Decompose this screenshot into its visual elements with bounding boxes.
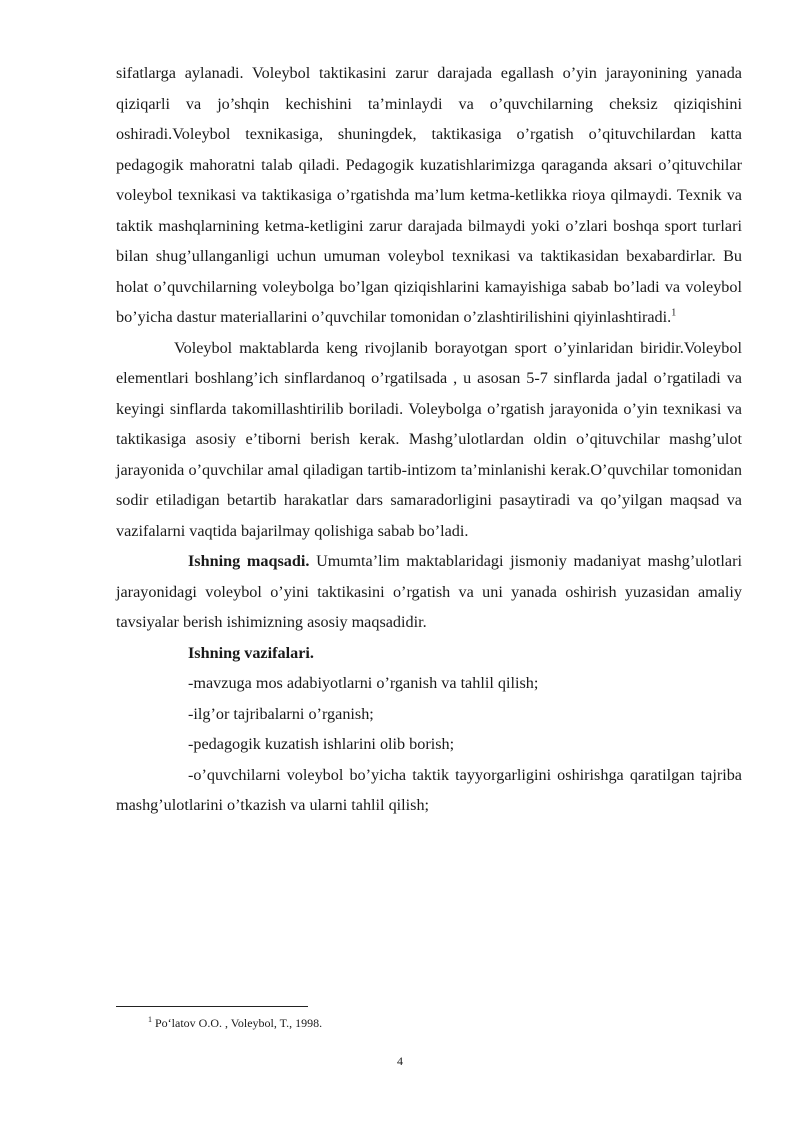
paragraph-1-text: sifatlarga aylanadi. Voleybol taktikasini zarur darajada egallash o’yin jarayonining yanada qiziqarli va jo’shqin kechishini ta’minlaydi va o’quvchilarning cheksiz qiziqishini oshiradi.Voleybol texnikasiga, shuningdek, taktikasiga o’rgatish o’qituvchilardan katta pedagogik mahoratni talab qiladi. Pedagogik kuzatishlarimizga qaraganda aksari o’qituvchilar voleybol texnikasi va taktikasiga o’rgatishda ma’lum ketma-ketlikka rioya qilmaydi. Texnik va taktik mashqlarnining ketma-ketligini zarur darajada bilmaydi yoki o’zlari boshqa sport turlari bilan shug’ullanganligi uchun umuman voleybol texnikasi va taktikasidan bexabardirlar. Bu holat o’quvchilarning voleybolga bo’lgan qiziqishlarini kamayishiga sabab bo’ladi va voleybol bo’yicha dastur materiallarini o’quvchilar tomonidan o’zlashtirilishini qiyinlashtiradi. xyxy=(116,64,742,326)
tasks-heading-text: Ishning vazifalari. xyxy=(188,643,314,662)
footnote xyxy=(148,1015,322,1031)
goal-text: Umumta’lim maktablaridagi jismoniy madaniyat mashg’ulotlari jarayonidagi voleybol o’yini taktikasini o’rgatish va uni yanada oshirish yuzasidan amaliy tavsiyalar berish ishimizning asosiy maqsadidir. xyxy=(116,552,742,631)
page-number: 4 xyxy=(397,1054,403,1068)
footnote-separator xyxy=(116,1006,308,1007)
task-item: -ilg’or tajribalarni o’rganish; xyxy=(188,704,374,723)
main-text xyxy=(116,58,742,821)
footnote-reference[interactable]: 1 xyxy=(671,307,677,319)
task-item-last: -o’quvchilarni voleybol bo’yicha taktik tayyorgarligini oshirishga qaratilgan tajriba mashg’ulotlarini o’tkazish va ularni tahlil qilish; xyxy=(116,765,742,814)
footnote-text: Po‘latov O.O. , Voleybol, T., 1998. xyxy=(152,1016,323,1030)
footnote-marker: 1 xyxy=(148,1015,152,1024)
paragraph-2: Voleybol maktablarda keng rivojlanib borayotgan sport o’yinlaridan biridir.Voleybol elementlari boshlang’ich sinflardanoq o’rgatilsada , u asosan 5-7 sinflarda jadal o’rgatiladi va keyingi sinflarda takomillashtirilib boriladi. Voleybolga o’rgatish jarayonida o’yin texnikasi va taktikasiga asosiy e’tiborni berish kerak. Mashg’ulotlardan oldin o’qituvchilar mashg’ulot jarayonida o’quvchilar amal qiladigan tartib-intizom ta’minlanishi kerak.O’quvchilar tomonidan sodir etiladigan betartib harakatlar dars samaradorligini pasaytiradi va qo’yilgan maqsad va vazifalarni vaqtida bajarilmay qolishiga sabab bo’ladi. xyxy=(116,338,742,540)
paragraph-1 xyxy=(116,58,742,333)
tasks-heading xyxy=(116,638,742,669)
goal-heading: Ishning maqsadi. xyxy=(188,552,310,570)
task-item: -pedagogik kuzatish ishlarini olib borish; xyxy=(188,735,455,753)
paragraph-3 xyxy=(116,546,742,638)
task-item: -mavzuga mos adabiyotlarni o’rganish va tahlil qilish; xyxy=(188,674,539,692)
